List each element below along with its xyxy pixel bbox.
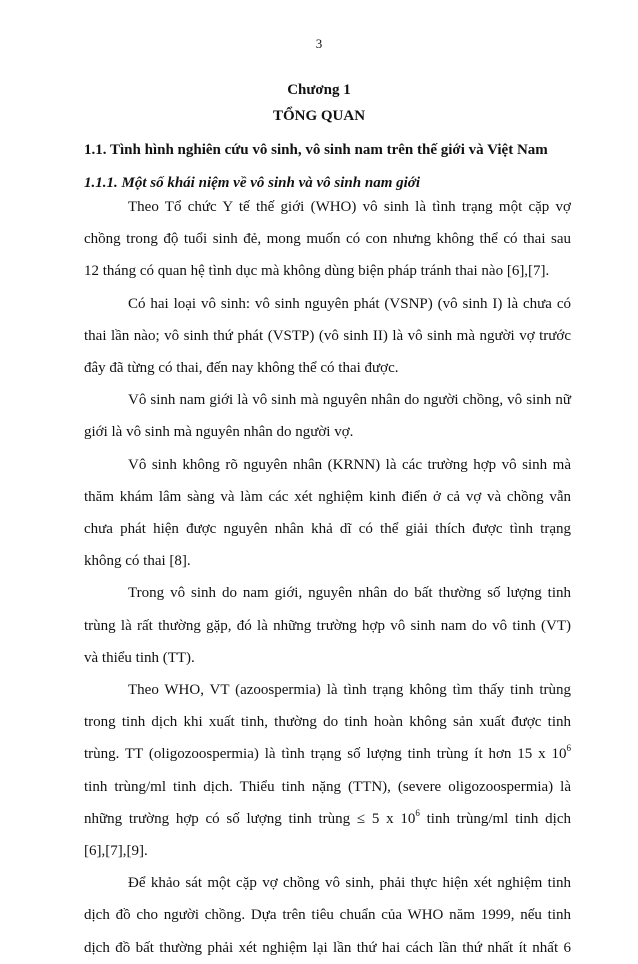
text-line: Có hai loại vô sinh: vô sinh nguyên phát (VSNP) (vô sinh I) là chưa có bbox=[128, 295, 571, 312]
text-line: dịch đồ bất thường phải xét nghiệm lại lần thứ hai cách lần thứ nhất ít nhất 6 bbox=[84, 939, 571, 956]
text-line: giới là vô sinh mà nguyên nhân do người vợ. bbox=[84, 424, 354, 441]
chapter-title: TỔNG QUAN bbox=[272, 108, 366, 124]
paragraph-unexplained bbox=[84, 449, 571, 578]
text-line-with-superscript: trùng. TT (oligozoospermia) là tình trạng số lượng tinh trùng ít hơn 15 x $10^6$ bbox=[84, 743, 571, 763]
page-number: 3 bbox=[315, 36, 323, 51]
text-line: dịch đồ cho người chồng. Dựa trên tiêu chuẩn của WHO năm 1999, nếu tinh bbox=[84, 907, 571, 924]
section-heading: 1.1. Tình hình nghiên cứu vô sinh, vô sinh nam trên thế giới và Việt Nam bbox=[84, 142, 548, 158]
text-line: và thiểu tinh (TT). bbox=[84, 649, 195, 666]
text-line: 12 tháng có quan hệ tình dục mà không dùng biện pháp tránh thai nào [6],[7]. bbox=[84, 263, 550, 280]
chapter-label: Chương 1 bbox=[287, 82, 351, 98]
paragraph-semen-analysis bbox=[84, 867, 571, 964]
text-line: Vô sinh nam giới là vô sinh mà nguyên nhân do người chồng, vô sinh nữ bbox=[128, 392, 571, 409]
paragraph-sperm-count bbox=[84, 577, 571, 674]
subsection-heading: 1.1.1. Một số khái niệm về vô sinh và vô sinh nam giới bbox=[84, 175, 420, 191]
text-line: Trong vô sinh do nam giới, nguyên nhân do bất thường số lượng tinh bbox=[128, 585, 571, 602]
text-line: thăm khám lâm sàng và làm các xét nghiệm kinh điển ở cả vợ và chồng vẫn bbox=[84, 488, 571, 505]
text-line: Vô sinh không rõ nguyên nhân (KRNN) là các trường hợp vô sinh mà bbox=[128, 456, 571, 473]
superscript-exponent: 6 bbox=[415, 807, 420, 818]
text-line: không có thai [8]. bbox=[84, 553, 191, 570]
superscript-exponent: 6 bbox=[566, 743, 571, 754]
text-line: thai lần nào; vô sinh thứ phát (VSTP) (vô sinh II) là vô sinh mà người vợ trước bbox=[84, 327, 571, 344]
paragraph-azoospermia bbox=[84, 674, 571, 867]
text-line: trong tinh dịch khi xuất tinh, thường do tinh hoàn không sản xuất được tinh bbox=[84, 714, 571, 731]
paragraph-types bbox=[84, 288, 571, 385]
text-line: Để khảo sát một cặp vợ chồng vô sinh, phải thực hiện xét nghiệm tinh bbox=[128, 875, 571, 892]
text-line: chưa phát hiện được nguyên nhân khả dĩ có thể giải thích được tình trạng bbox=[84, 521, 571, 538]
text-line-with-superscript: những trường hợp có số lượng tinh trùng ≤ 5 x $10^6$ tinh trùng/ml tinh dịch bbox=[84, 807, 571, 827]
text-line: trùng là rất thường gặp, đó là những trường hợp vô sinh nam do vô tinh (VT) bbox=[84, 617, 571, 634]
paragraph-male-female bbox=[84, 384, 571, 448]
text-line: đây đã từng có thai, đến nay không thể có thai được. bbox=[84, 360, 399, 377]
text-line: Theo WHO, VT (azoospermia) là tình trạng không tìm thấy tinh trùng bbox=[128, 682, 571, 699]
body-text bbox=[84, 191, 571, 964]
text-line: tinh trùng/ml tinh dịch. Thiểu tinh nặng (TTN), (severe oligozoospermia) là bbox=[84, 778, 571, 795]
text-line: chồng trong độ tuổi sinh đẻ, mong muốn có con nhưng không thể có thai sau bbox=[84, 231, 571, 248]
text-line: [6],[7],[9]. bbox=[84, 843, 148, 860]
text-line: Theo Tổ chức Y tế thế giới (WHO) vô sinh là tình trạng một cặp vợ bbox=[128, 199, 571, 215]
paragraph-who-definition bbox=[84, 191, 571, 288]
